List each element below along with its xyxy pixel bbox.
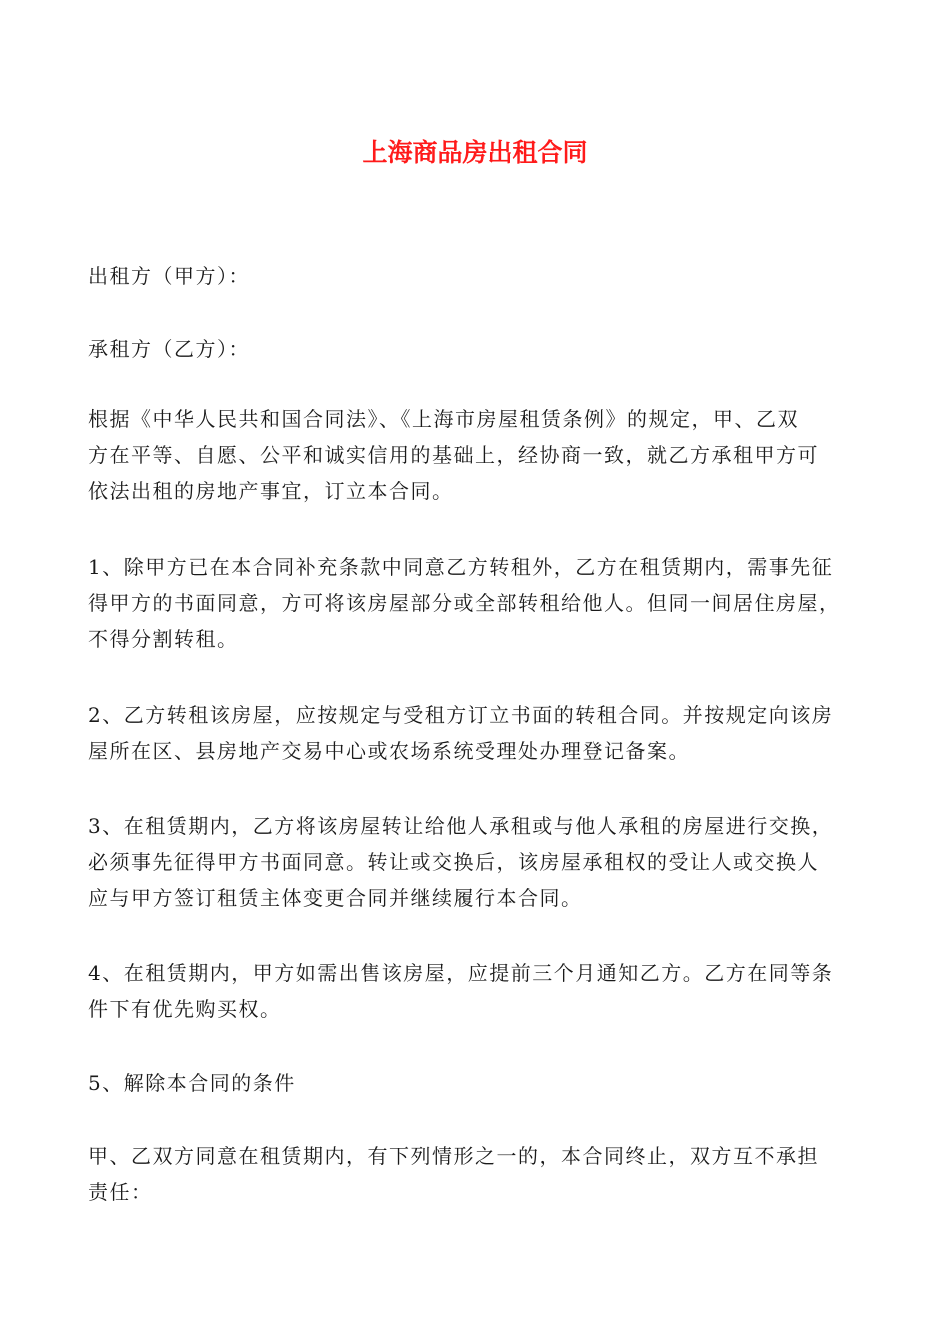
paragraph-clause-2: 2、乙方转租该房屋，应按规定与受租方订立书面的转租合同。并按规定向该房 屋所在区、县房地产交易中心或农场系统受理处办理登记备案。 — [88, 703, 834, 763]
paragraph-clause-5-heading: 5、解除本合同的条件 — [88, 1071, 296, 1095]
paragraph-clause-1: 1、除甲方已在本合同补充条款中同意乙方转租外，乙方在租赁期内，需事先征 得甲方的书面同意，方可将该房屋部分或全部转租给他人。但同一间居住房屋， 不得分割转租。 — [88, 555, 841, 651]
paragraph-lessor: 出租方（甲方）： — [88, 264, 250, 288]
paragraph-clause-4: 4、在租赁期内，甲方如需出售该房屋，应提前三个月通知乙方。乙方在同等条 件下有优先购买权。 — [88, 961, 834, 1021]
paragraph-preamble: 根据《中华人民共和国合同法》、《上海市房屋租赁条例》的规定，甲、乙双 方在平等、自愿、公平和诚实信用的基础上，经协商一致，就乙方承租甲方可 依法出租的房地产事宜，订立本合同。 — [88, 407, 819, 503]
paragraph-termination: 甲、乙双方同意在租赁期内，有下列情形之一的，本合同终止，双方互不承担 责任： — [88, 1144, 819, 1204]
document-title: 上海商品房出租合同 — [362, 138, 588, 167]
paragraph-clause-3: 3、在租赁期内，乙方将该房屋转让给他人承租或与他人承租的房屋进行交换， 必须事先征得甲方书面同意。转让或交换后，该房屋承租权的受让人或交换人 应与甲方签订租赁主体变更合同并继续履行本合同。 — [88, 814, 834, 910]
paragraph-lessee: 承租方（乙方）： — [88, 337, 250, 361]
